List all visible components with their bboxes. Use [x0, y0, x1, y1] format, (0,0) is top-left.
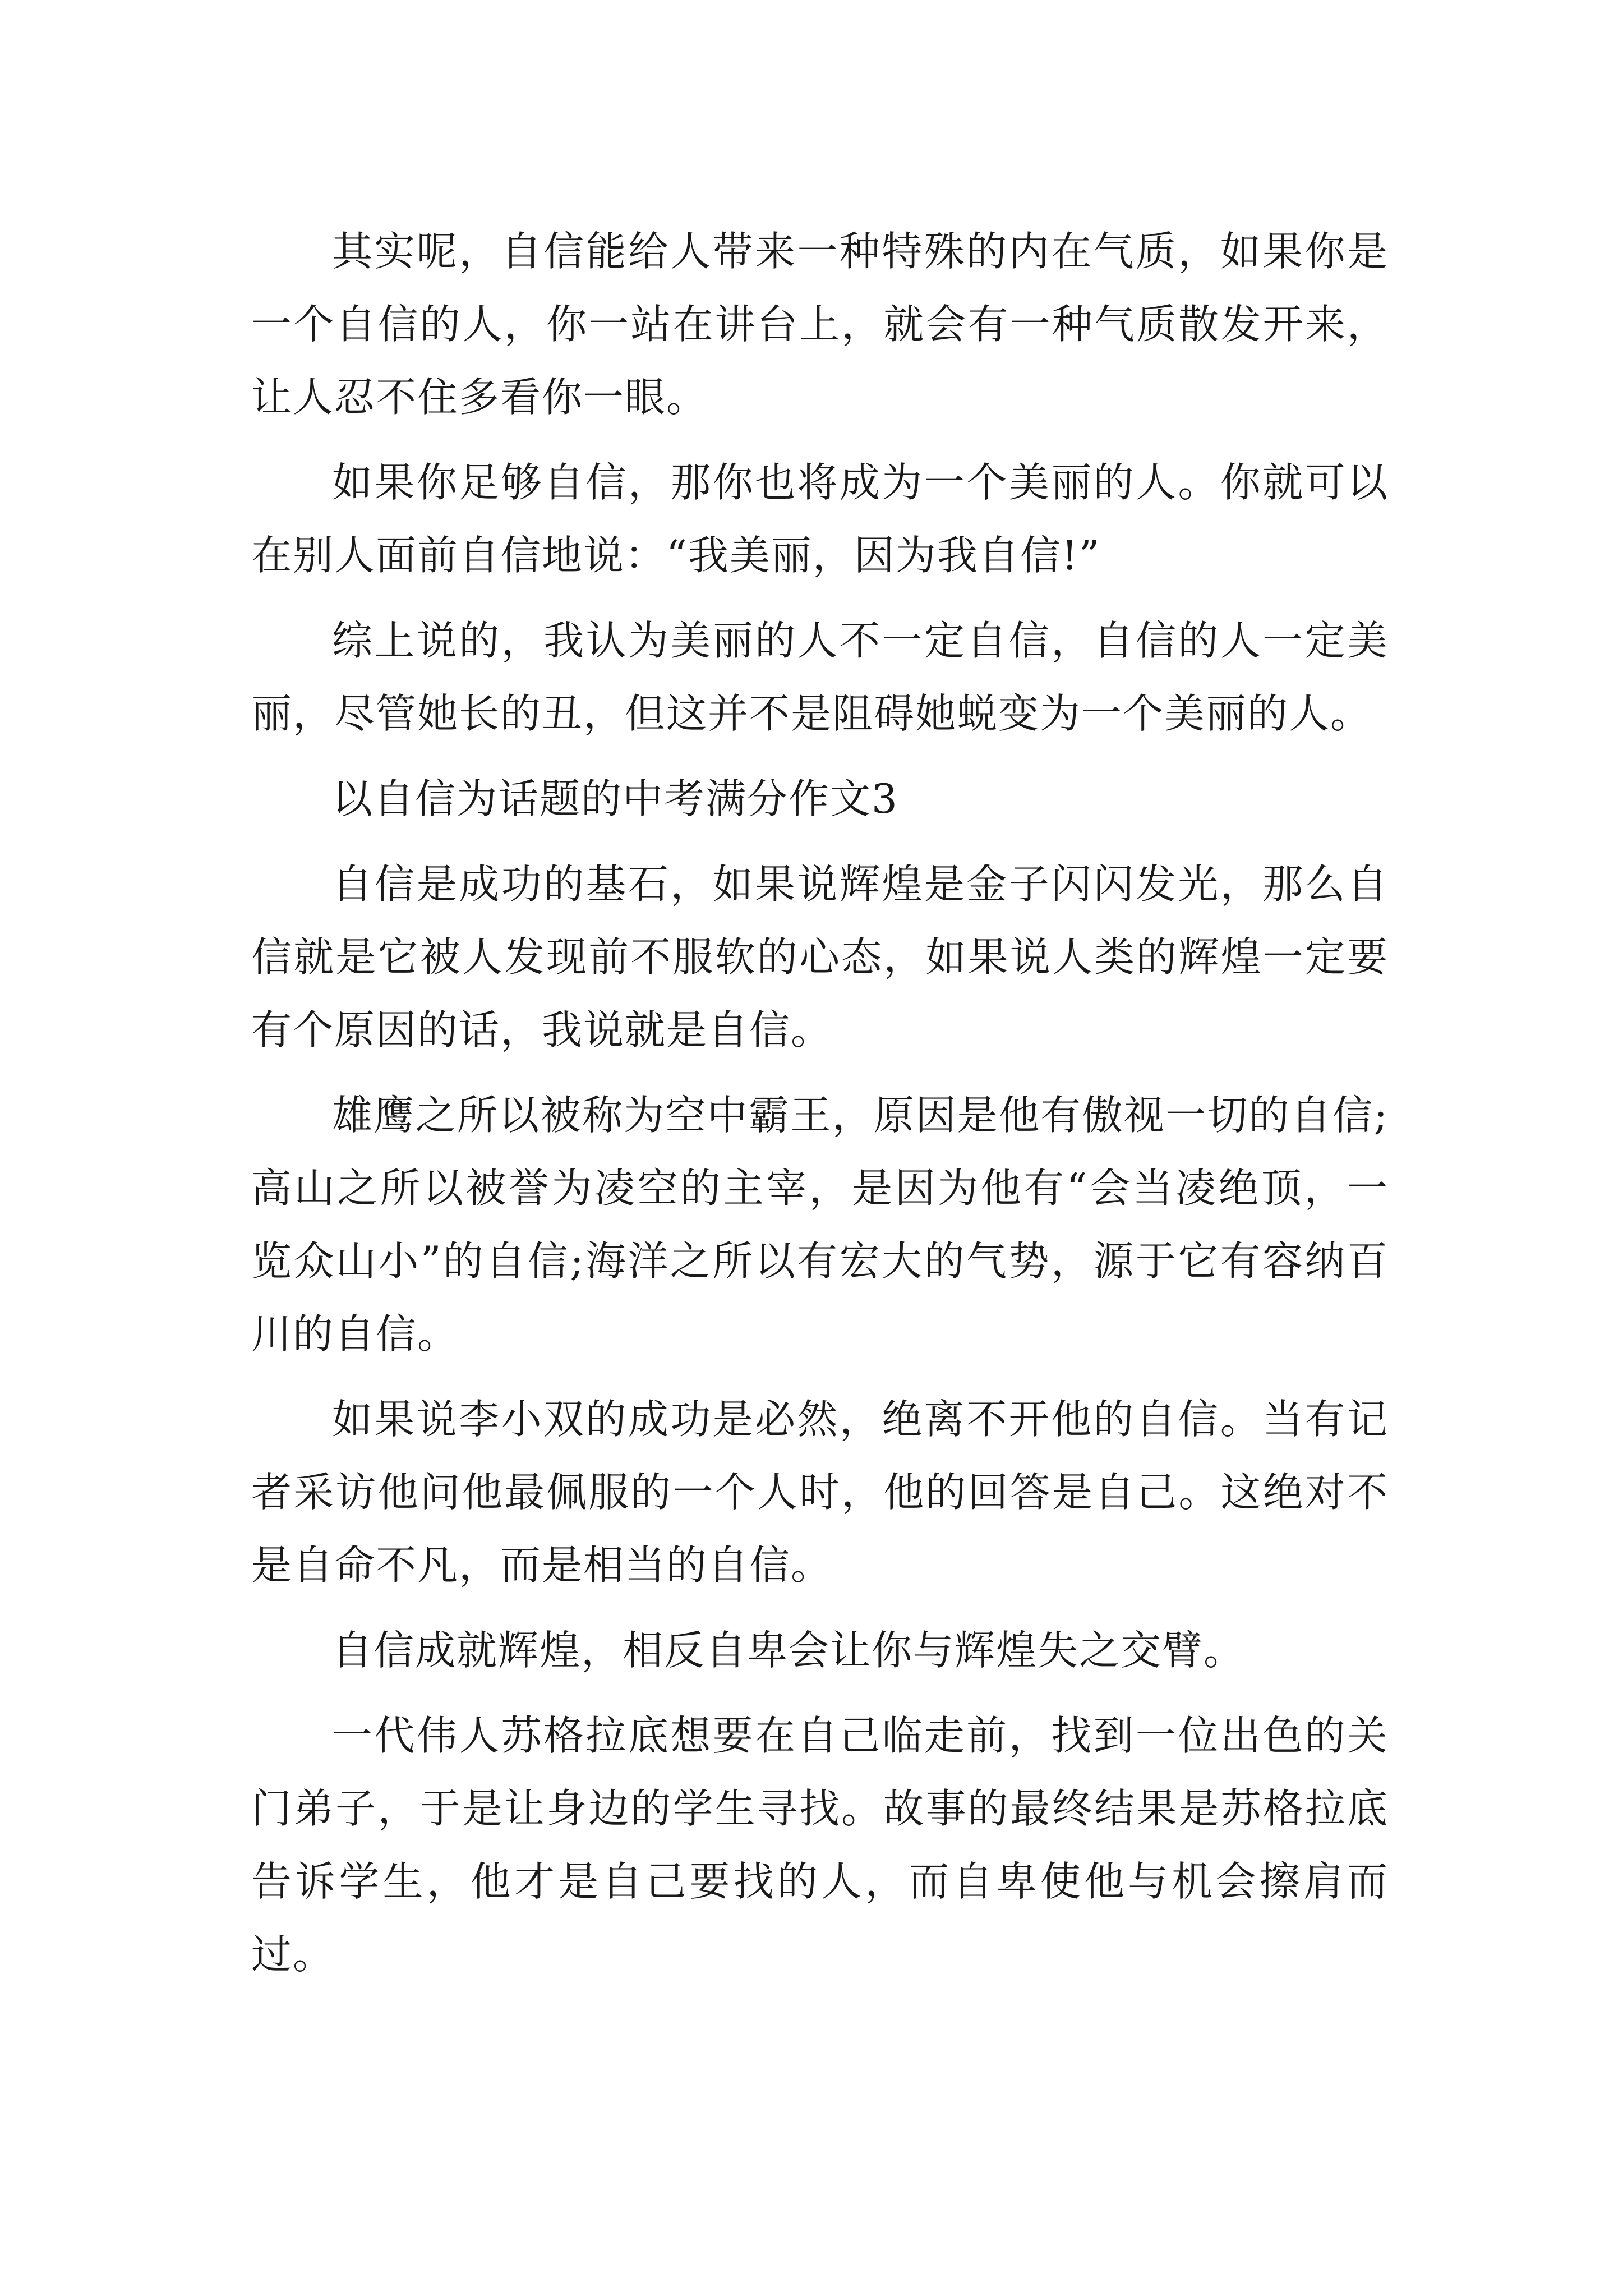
paragraph: 如果说李小双的成功是必然，绝离不开他的自信。当有记者采访他问他最佩服的一个人时，他的回答是自己。这绝对不是自命不凡，而是相当的自信。: [251, 1396, 1389, 1589]
paragraph: 雄鹰之所以被称为空中霸王，原因是他有傲视一切的自信;高山之所以被誉为凌空的主宰，是因为他有“会当凌绝顶，一览众山小”的自信;海洋之所以有宏大的气势，源于它有容纳百川的自信。: [251, 1092, 1389, 1358]
paragraph: 一代伟人苏格拉底想要在自己临走前，找到一位出色的关门弟子，于是让身边的学生寻找。故事的最终结果是苏格拉底告诉学生，他才是自己要找的人，而自卑使他与机会擦肩而过。: [251, 1712, 1389, 1978]
document-body: [251, 215, 1389, 2003]
paragraph: 自信是成功的基石，如果说辉煌是金子闪闪发光，那么自信就是它被人发现前不服软的心态，如果说人类的辉煌一定要有个原因的话，我说就是自信。: [251, 861, 1389, 1053]
paragraph: 如果你足够自信，那你也将成为一个美丽的人。你就可以在别人面前自信地说：“我美丽，因为我自信!”: [251, 459, 1389, 579]
paragraph: 自信成就辉煌，相反自卑会让你与辉煌失之交臂。: [332, 1627, 1246, 1674]
section-heading: 以自信为话题的中考满分作文3: [332, 775, 898, 822]
paragraph: 其实呢，自信能给人带来一种特殊的内在气质，如果你是一个自信的人，你一站在讲台上，就会有一种气质散发开来，让人忍不住多看你一眼。: [251, 228, 1389, 421]
paragraph: 综上说的，我认为美丽的人不一定自信，自信的人一定美丽，尽管她长的丑，但这并不是阻碍她蜕变为一个美丽的人。: [251, 617, 1389, 737]
